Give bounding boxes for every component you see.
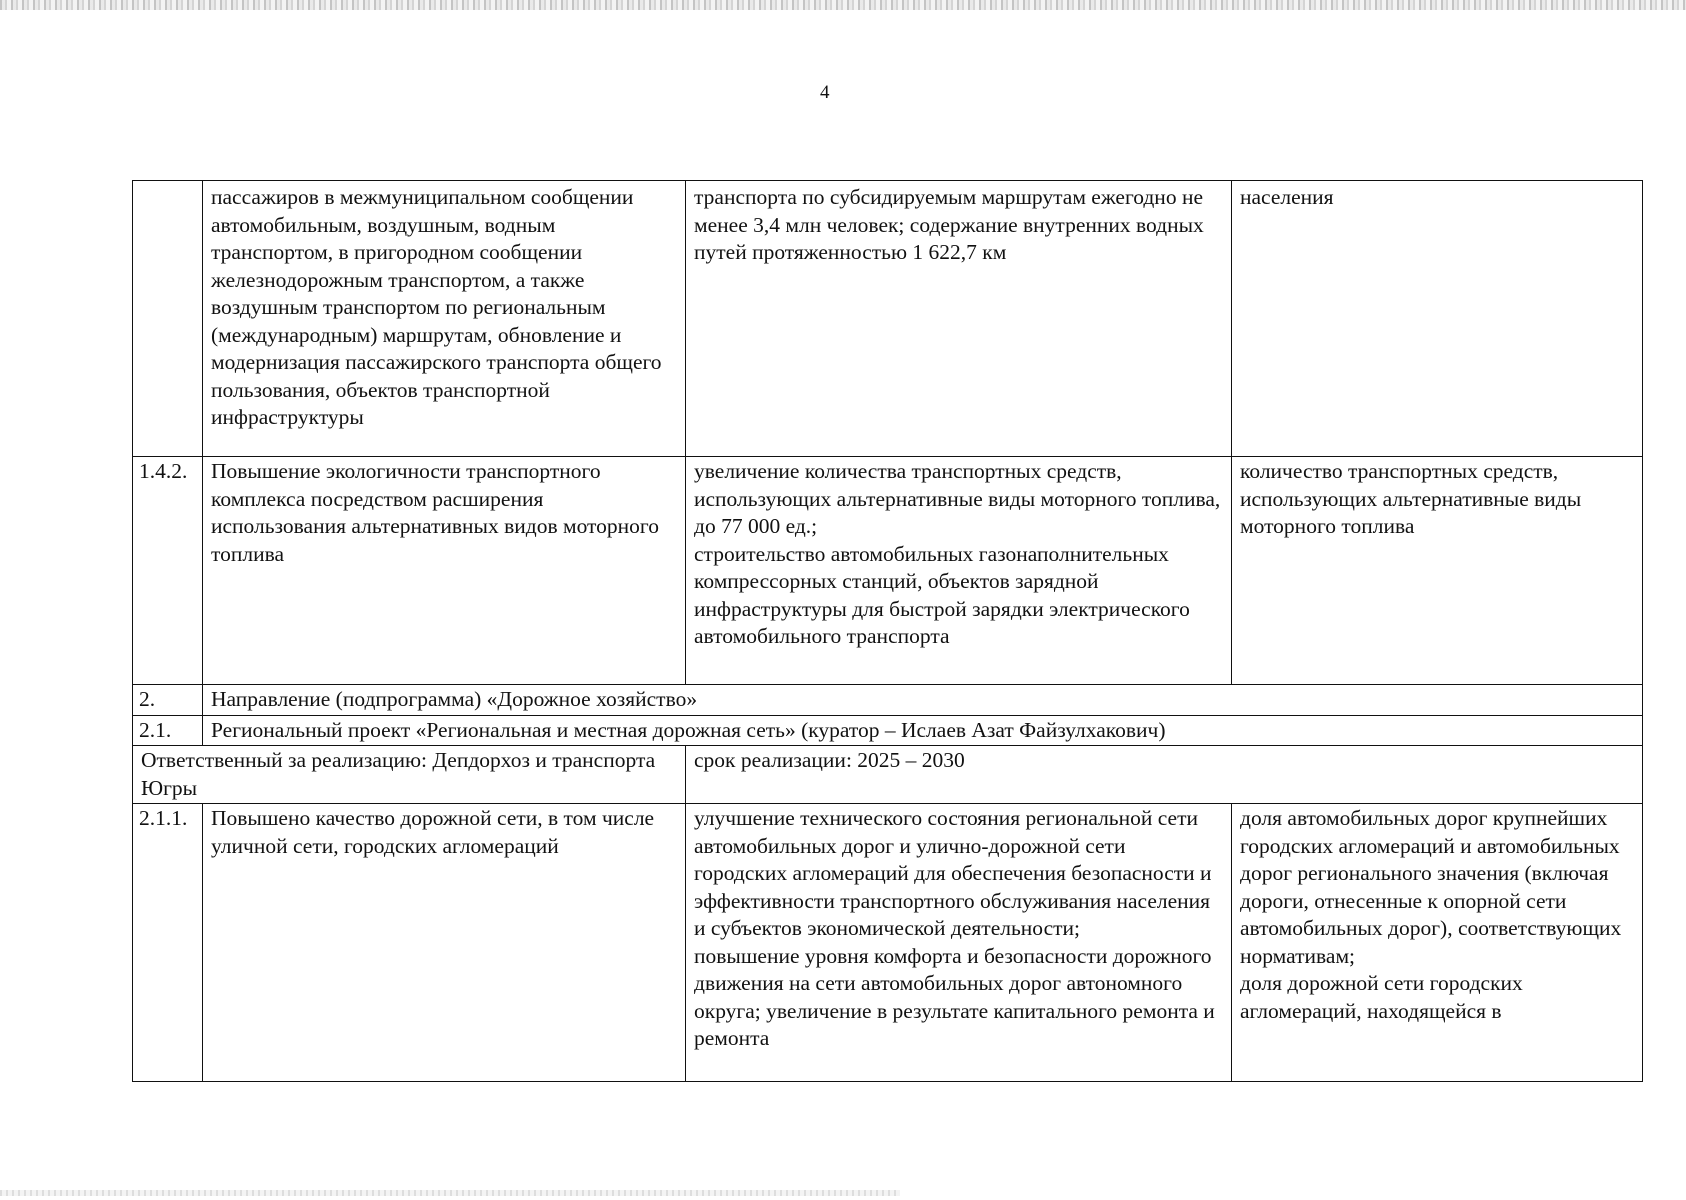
row-number-cell: 2.1.1. — [133, 804, 203, 1082]
row-number-cell: 2.1. — [133, 715, 203, 746]
table-row-direction-2 — [133, 685, 1643, 716]
result-cell: транспорта по субсидируемым маршрутам ежегодно не менее 3,4 млн человек; содержание внутренних водных путей протяженностью 1 622,7 км — [686, 181, 1232, 457]
result-cell: увеличение количества транспортных средств, использующих альтернативные виды моторного топлива, до 77 000 ед.; строительство автомобильных газонаполнительных компрессорных станций, объектов зарядной инфраструктуры для быстрой зарядки электрического автомобильного транспорта — [686, 457, 1232, 685]
project-title-cell: Региональный проект «Региональная и местная дорожная сеть» (куратор – Ислаев Азат Файзулхакович) — [203, 715, 1643, 746]
table-row-1-4-2 — [133, 457, 1643, 685]
task-cell: Повышено качество дорожной сети, в том числе уличной сети, городских агломераций — [203, 804, 686, 1082]
scan-edge-top — [0, 0, 1686, 10]
table-row-project-2-1 — [133, 715, 1643, 746]
indicator-cell: доля автомобильных дорог крупнейших городских агломераций и автомобильных дорог регионального значения (включая дороги, отнесенные к опорной сети автомобильных дорог), соответствующих нормативам; доля дорожной сети городских агломераций, находящейся в — [1232, 804, 1643, 1082]
row-number-cell — [133, 181, 203, 457]
task-cell: Повышение экологичности транспортного комплекса посредством расширения использования альтернативных видов моторного топлива — [203, 457, 686, 685]
term-cell: срок реализации: 2025 – 2030 — [686, 746, 1643, 804]
plan-table — [132, 180, 1643, 1082]
responsible-cell: Ответственный за реализацию: Депдорхоз и транспорта Югры — [133, 746, 686, 804]
scan-edge-bottom — [0, 1190, 900, 1196]
row-number-cell: 2. — [133, 685, 203, 716]
table-row-2-1-1 — [133, 804, 1643, 1082]
indicator-cell: населения — [1232, 181, 1643, 457]
table-row-responsible — [133, 746, 1643, 804]
indicator-cell: количество транспортных средств, использующих альтернативные виды моторного топлива — [1232, 457, 1643, 685]
result-cell: улучшение технического состояния региональной сети автомобильных дорог и улично-дорожной сети городских агломераций для обеспечения безопасности и эффективности транспортного обслуживания населения и субъектов экономической деятельности; повышение уровня комфорта и безопасности дорожного движения на сети автомобильных дорог автономного округа; увеличение в результате капитального ремонта и ремонта — [686, 804, 1232, 1082]
row-number-cell: 1.4.2. — [133, 457, 203, 685]
page-number: 4 — [820, 82, 830, 103]
direction-title-cell: Направление (подпрограмма) «Дорожное хозяйство» — [203, 685, 1643, 716]
table-row-continuation — [133, 181, 1643, 457]
task-cell: пассажиров в межмуниципальном сообщении автомобильным, воздушным, водным транспортом, в пригородном сообщении железнодорожным транспортом, а также воздушным транспортом по региональным (международным) маршрутам, обновление и модернизация пассажирского транспорта общего пользования, объектов транспортной инфраструктуры — [203, 181, 686, 457]
